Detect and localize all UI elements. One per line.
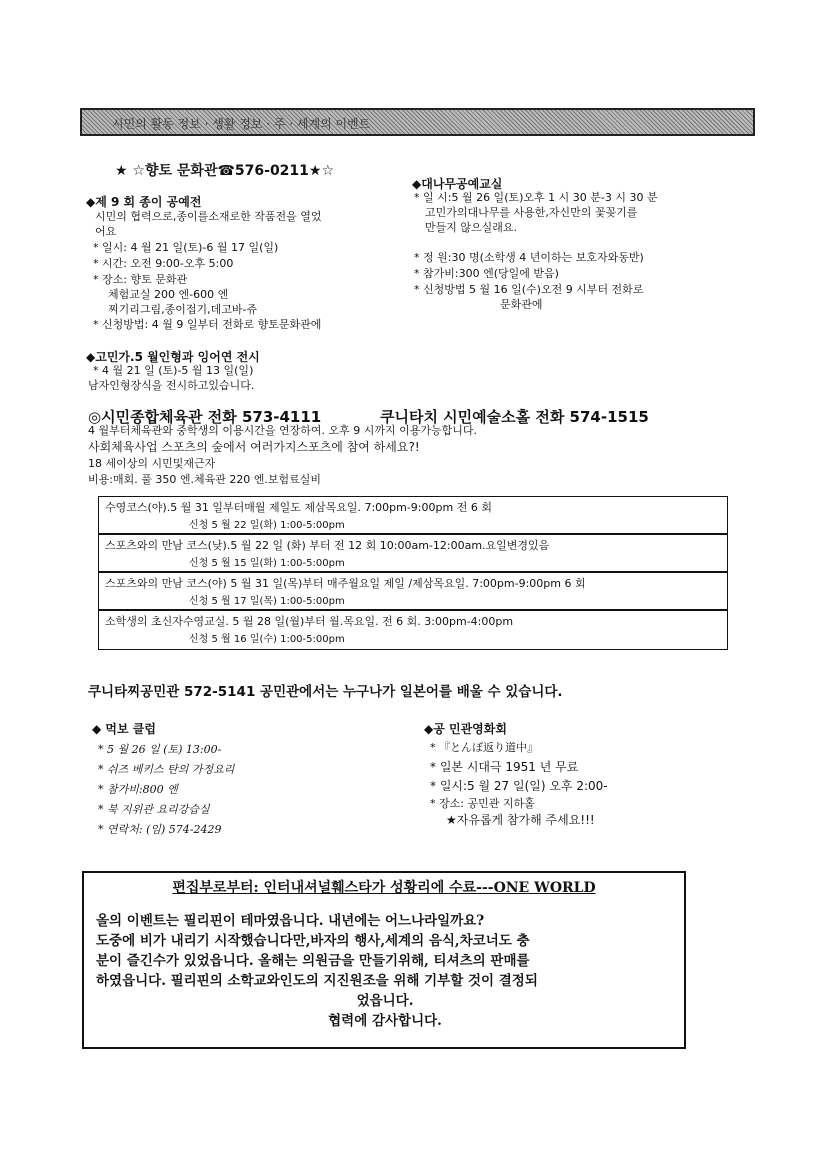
editor-note-line: 하였읍니다. 필리핀의 소학교와인도의 지진원조을 위해 기부할 것이 결정되: [96, 973, 538, 989]
editor-note-line: 도중에 비가 내리기 시작했습니다만,바자의 행사,세계의 음식,차코너도 충: [96, 933, 530, 949]
editor-note-body: [96, 911, 674, 1031]
bamboo-apply-2: 문화관에: [500, 298, 543, 311]
bamboo-fee: * 참가비:300 엔(당일에 받음): [414, 267, 559, 280]
sports-course-row: [98, 572, 728, 610]
mokbo-date: * 5 월 26 일 (토) 13:00-: [98, 743, 222, 756]
sports-line-4: 비용:매회. 풀 350 엔.체육관 220 엔.보험료실비: [88, 473, 322, 486]
sports-course-row: [98, 496, 728, 534]
film-title: ◆공 민관영화회: [424, 722, 507, 736]
paper-place: * 장소: 향토 문화관: [93, 273, 188, 286]
bamboo-apply: * 신청방법 5 월 16 일(수)오전 9 시부터 전화로: [414, 283, 644, 296]
bamboo-capacity: * 정 원:30 명(소학생 4 년이하는 보호자와동반): [414, 251, 644, 264]
paper-apply: * 신청방법: 4 월 9 일부터 전화로 향토문화관에: [93, 318, 322, 331]
paper-time: * 시간: 오전 9:00-오후 5:00: [93, 257, 234, 270]
paper-exhibit-title: ◆제 9 회 종이 공예전: [86, 195, 202, 209]
sports-course-row: [98, 534, 728, 572]
doll-date: * 4 월 21 일 (토)-5 월 13 일(일): [93, 364, 254, 377]
banner-text: 시민의 활동 정보 · 생활 정보 · 주 · 세계의 이벤트: [112, 117, 371, 131]
mokbo-place: * 북 지위관 요리강습실: [98, 803, 210, 816]
mokbo-title: ◆ 먹보 클럽: [92, 722, 156, 736]
sports-line-1: 4 월부터체육관와 중학생의 이용시간을 연장하여. 오후 9 시까지 이용가능합니다.: [88, 424, 477, 437]
bamboo-desc-1: 고민가의대나무를 사용한,자신만의 꽃꽂기를: [425, 206, 638, 219]
sports-line-2: 사회체육사업 스포츠의 숲에서 여러가지스포츠에 참여 하세요?!: [88, 440, 420, 454]
paper-desc-1: 시민의 협력으로,종이를소재로한 작품전을 열었: [95, 210, 322, 223]
header-banner: [80, 108, 755, 136]
hyangto-title: ★ ☆향토 문화관☎576-0211★☆: [115, 163, 335, 179]
mokbo-menu: * 쉬즈 베키스 탄의 가정요리: [98, 763, 235, 776]
film-desc: * 일본 시대극 1951 년 무료: [430, 760, 579, 774]
doll-title: ◆고민가.5 월인형과 잉어연 전시: [86, 350, 260, 364]
bamboo-title: ◆대나무공예교실: [412, 177, 503, 191]
paper-exp-1: 체험교실 200 엔-600 엔: [108, 288, 229, 301]
film-invite: ★자유롭게 참가해 주세요!!!: [446, 813, 595, 827]
editor-note-line: 었읍니다.: [356, 993, 414, 1009]
editor-note-line: 협력에 감사합니다.: [328, 1013, 442, 1029]
editor-note-box: [82, 871, 686, 1049]
course-detail: 수영코스(야).5 월 31 일부터매월 제일도 제삼목요일. 7:00pm-9:00pm 전 6 회: [105, 501, 492, 514]
kominkan-heading: 쿠니타찌공민관 572-5141 공민관에서는 누구나가 일본어를 배울 수 있습니다.: [88, 684, 563, 700]
course-apply: 신청 5 월 22 일(화) 1:00-5:00pm: [189, 520, 345, 531]
paper-exp-2: 찌기리그림,종이접기,데고바-쥬: [108, 303, 258, 316]
course-apply: 신청 5 월 17 일(목) 1:00-5:00pm: [189, 596, 345, 607]
film-place: * 장소: 공민관 지하홀: [430, 797, 535, 810]
editor-note-line: 올의 이벤트는 필리핀이 테마였읍니다. 내년에는 어느나라일까요?: [96, 913, 485, 929]
mokbo-contact: * 연락처: (임) 574-2429: [98, 823, 222, 836]
film-date: * 일시:5 월 27 일(일) 오후 2:00-: [430, 779, 608, 793]
doll-desc: 남자인형장식을 전시하고있습니다.: [88, 379, 255, 392]
sports-line-3: 18 세이상의 시민및재근자: [88, 457, 216, 470]
editor-note-title: 편집부로부터: 인터내셔널훼스타가 성황리에 수료---ONE WORLD: [172, 880, 596, 896]
bamboo-desc-2: 만들지 않으실래요.: [425, 221, 518, 234]
course-apply: 신청 5 월 15 일(화) 1:00-5:00pm: [189, 558, 345, 569]
editor-note-line: 분이 즐긴수가 있었읍니다. 올해는 의원금을 만들기위해, 티셔츠의 판매를: [96, 953, 530, 969]
course-detail: 소학생의 초신자수영교실. 5 월 28 일(월)부터 월.목요일. 전 6 회. 3:00pm-4:00pm: [105, 615, 514, 628]
paper-desc-2: 어요: [95, 225, 117, 238]
sports-heading: ◎시민종합체육관 전화 573-4111: [88, 408, 322, 426]
course-detail: 스포츠와의 만남 코스(야) 5 월 31 일(목)부터 매주월요일 제일 /제삼목요일. 7:00pm-9:00pm 6 회: [105, 577, 586, 590]
paper-date: * 일시: 4 월 21 일(토)-6 월 17 일(일): [93, 241, 279, 254]
bamboo-date: * 일 시:5 월 26 일(토)오후 1 시 30 분-3 시 30 분: [414, 191, 658, 204]
mokbo-fee: * 참가비:800 엔: [98, 783, 178, 796]
film-name: * 『とんぼ返り道中』: [430, 741, 538, 754]
course-apply: 신청 5 월 16 일(수) 1:00-5:00pm: [189, 634, 345, 645]
sports-course-row: [98, 610, 728, 650]
course-detail: 스포츠와의 만남 코스(낮).5 월 22 일 (화) 부터 전 12 회 10:00am-12:00am.요일변경있음: [105, 539, 550, 552]
arts-hall-heading: 쿠니타치 시민예술소홀 전화 574-1515: [380, 408, 649, 426]
